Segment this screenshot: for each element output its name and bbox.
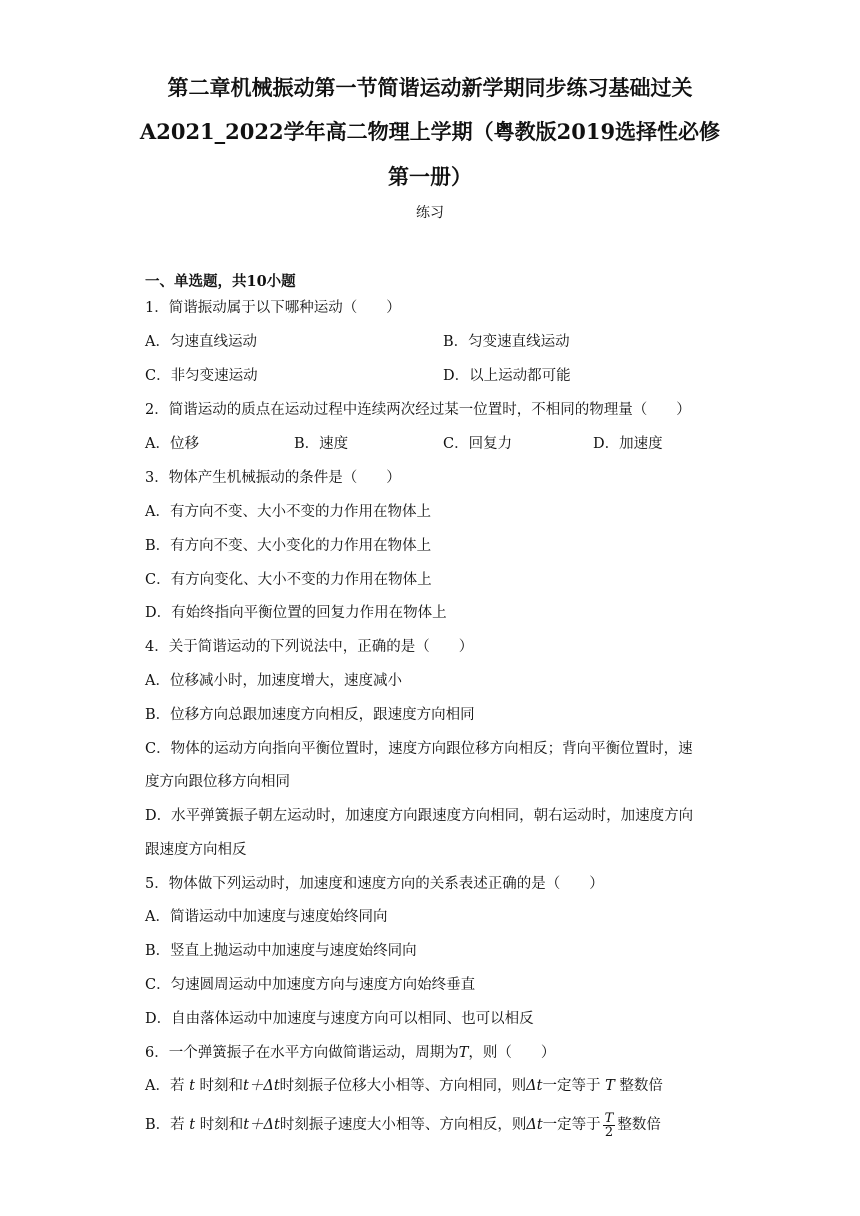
question-5-option-c: C．匀速圆周运动中加速度方向与速度方向始终垂直 xyxy=(145,977,476,993)
option-a-label: A．若 xyxy=(145,1078,185,1094)
question-2-option-b: B．速度 xyxy=(294,436,349,452)
question-5-stem: 5．物体做下列运动时，加速度和速度方向的关系表述正确的是（ ） xyxy=(145,876,604,892)
question-4-option-c-line-1: C．物体的运动方向指向平衡位置时，速度方向跟位移方向相反；背向平衡位置时，速 xyxy=(145,741,693,757)
period-symbol: T xyxy=(605,1078,615,1094)
question-5-option-d: D．自由落体运动中加速度与速度方向可以相同、也可以相反 xyxy=(145,1011,534,1027)
subtitle: 练习 xyxy=(416,205,444,221)
question-6-option-b xyxy=(145,1110,661,1140)
half-period-fraction xyxy=(603,1112,616,1139)
question-4-option-c-line-2: 度方向跟位移方向相同 xyxy=(145,774,290,790)
question-1-option-a: A．匀速直线运动 xyxy=(145,334,257,350)
question-6-option-a xyxy=(145,1076,663,1096)
question-3-option-c: C．有方向变化、大小不变的力作用在物体上 xyxy=(145,572,432,588)
question-4-option-d-line-2: 跟速度方向相反 xyxy=(145,842,247,858)
question-6-stem-tail: ，则（ ） xyxy=(468,1045,556,1061)
delta-t-symbol: Δt xyxy=(526,1117,543,1133)
time-symbol: t xyxy=(189,1078,195,1094)
question-1-option-c: C．非匀变速运动 xyxy=(145,368,258,384)
question-2-stem: 2．简谐运动的质点在运动过程中连续两次经过某一位置时，不相同的物理量（ ） xyxy=(145,402,691,418)
question-5-option-a: A．简谐运动中加速度与速度始终同向 xyxy=(145,909,388,925)
option-b-text-1: 时刻和 xyxy=(199,1117,244,1133)
question-4-stem: 4．关于简谐运动的下列说法中，正确的是（ ） xyxy=(145,639,474,655)
delta-t-symbol: Δt xyxy=(526,1078,543,1094)
title-line-1: 第二章机械振动第一节简谐运动新学期同步练习基础过关 xyxy=(167,75,693,100)
option-a-text-2: 时刻振子位移大小相等、方向相同，则 xyxy=(279,1078,527,1094)
option-b-text-2: 时刻振子速度大小相等、方向相反，则 xyxy=(279,1117,527,1133)
question-4-option-b: B．位移方向总跟加速度方向相反，跟速度方向相同 xyxy=(145,707,475,723)
question-3-option-b: B．有方向不变、大小变化的力作用在物体上 xyxy=(145,538,432,554)
question-6-stem-text: 6．一个弹簧振子在水平方向做简谐运动，周期为 xyxy=(145,1045,459,1061)
question-4-option-d-line-1: D．水平弹簧振子朝左运动时，加速度方向跟速度方向相同，朝右运动时，加速度方向 xyxy=(145,808,694,824)
question-2-option-c: C．回复力 xyxy=(443,436,513,452)
question-3-stem: 3．物体产生机械振动的条件是（ ） xyxy=(145,470,401,486)
question-1-stem: 1．简谐振动属于以下哪种运动（ ） xyxy=(145,300,401,316)
option-a-text-1: 时刻和 xyxy=(199,1078,244,1094)
time-plus-delta-symbol: t＋Δt xyxy=(243,1117,280,1133)
section-heading: 一、单选题，共10小题 xyxy=(145,273,296,290)
time-symbol: t xyxy=(189,1117,196,1133)
option-b-text-4: 整数倍 xyxy=(617,1117,661,1133)
time-plus-delta-symbol: t＋Δt xyxy=(243,1078,280,1094)
fraction-numerator: T xyxy=(604,1110,614,1126)
option-b-text-3: 一定等于 xyxy=(542,1117,601,1133)
question-5-option-b: B．竖直上抛运动中加速度与速度始终同向 xyxy=(145,943,417,959)
option-b-label: B．若 xyxy=(145,1117,185,1133)
option-a-text-4: 整数倍 xyxy=(619,1078,663,1094)
title-line-2: A2021_2022学年高二物理上学期（粤教版2019选择性必修 xyxy=(139,119,721,144)
question-3-option-d: D．有始终指向平衡位置的回复力作用在物体上 xyxy=(145,605,447,621)
option-a-text-3: 一定等于 xyxy=(542,1078,601,1094)
fraction-denominator: 2 xyxy=(604,1124,614,1140)
question-2-option-a: A．位移 xyxy=(145,436,199,452)
title-line-3: 第一册） xyxy=(388,164,472,189)
question-2-option-d: D．加速度 xyxy=(593,436,663,452)
question-4-option-a: A．位移减小时，加速度增大，速度减小 xyxy=(145,673,402,689)
question-3-option-a: A．有方向不变、大小不变的力作用在物体上 xyxy=(145,504,431,520)
question-6-stem xyxy=(145,1043,555,1063)
question-1-option-b: B．匀变速直线运动 xyxy=(443,334,570,350)
period-symbol: T xyxy=(458,1045,469,1061)
question-1-option-d: D．以上运动都可能 xyxy=(443,368,571,384)
